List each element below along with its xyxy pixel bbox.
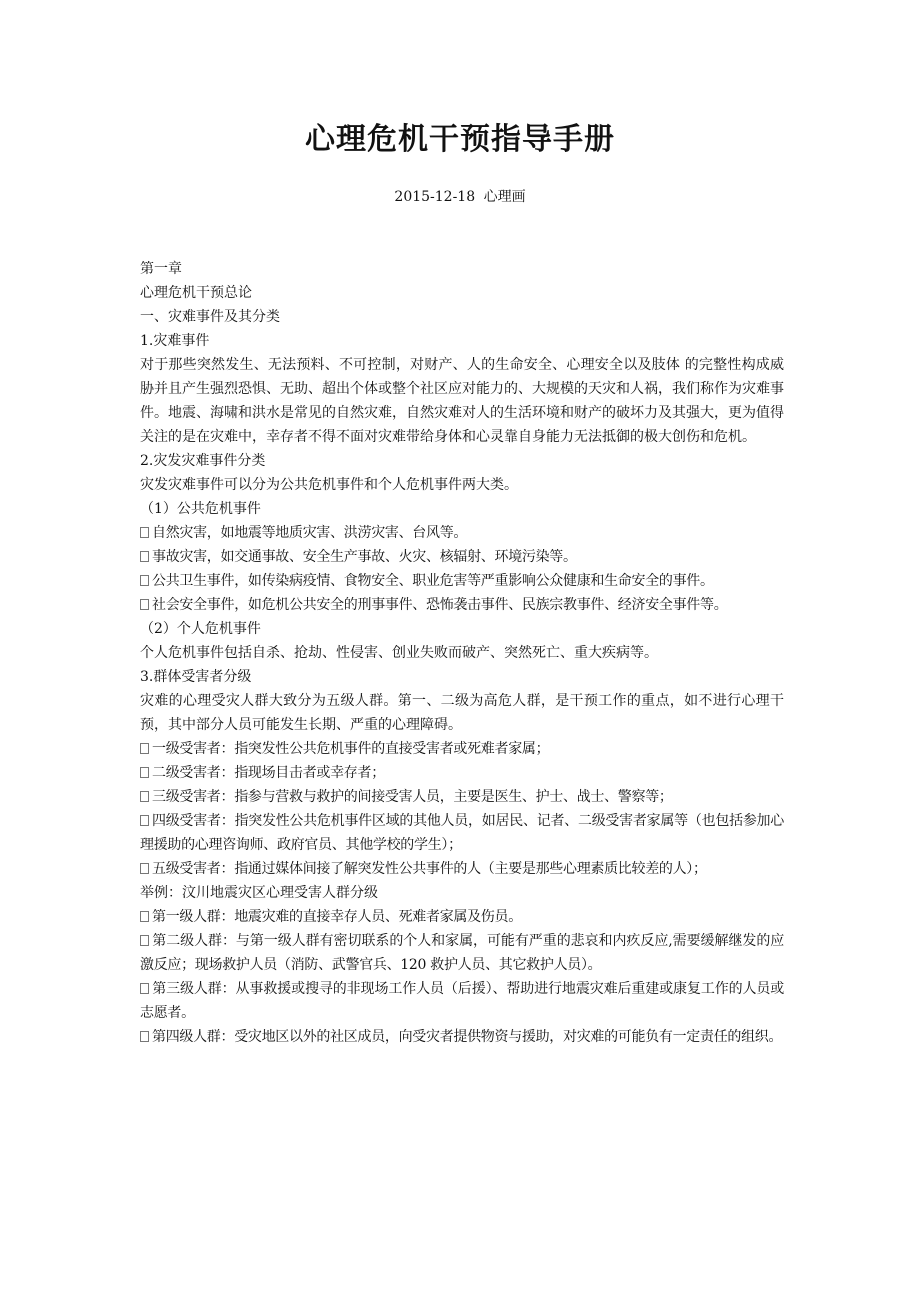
bullet-paragraph	[140, 977, 784, 1025]
bullet-paragraph	[140, 857, 784, 881]
paragraph-text: 举例：汶川地震灾区心理受害人群分级	[140, 885, 378, 901]
paragraph-text: 二级受害者：指现场目击者或幸存者；	[152, 765, 385, 781]
paragraph-text: 第二级人群：与第一级人群有密切联系的个人和家属，可能有严重的悲哀和内疚反应,需要缓解继发的应激反应；现场救护人员（消防、武警官兵、120 救护人员、其它救护人员）。	[140, 933, 784, 973]
square-bullet-icon	[140, 863, 149, 874]
body-paragraph	[140, 257, 784, 281]
bullet-paragraph	[140, 737, 784, 761]
square-bullet-icon	[140, 527, 149, 538]
paragraph-text: 事故灾害，如交通事故、安全生产事故、火灾、核辐射、环境污染等。	[152, 549, 577, 565]
paragraph-text: 社会安全事件，如危机公共安全的刑事事件、恐怖袭击事件、民族宗教事件、经济安全事件等。	[152, 597, 728, 613]
publish-date: 2015-12-18	[394, 189, 476, 205]
paragraph-text: 3.群体受害者分级	[140, 669, 252, 685]
body-paragraph	[140, 473, 784, 497]
body-paragraph	[140, 497, 784, 521]
bullet-paragraph	[140, 785, 784, 809]
document-title: 心理危机干预指导手册	[305, 122, 615, 157]
square-bullet-icon	[140, 911, 149, 922]
body-paragraph	[140, 665, 784, 689]
paragraph-text: 灾难的心理受灾人群大致分为五级人群。第一、二级为高危人群，是干预工作的重点，如不进行心理干预，其中部分人员可能发生长期、严重的心理障碍。	[140, 693, 784, 733]
paragraph-text: 第四级人群：受灾地区以外的社区成员，向受灾者提供物资与援助，对灾难的可能负有一定责任的组织。	[152, 1029, 783, 1045]
body-paragraph	[140, 617, 784, 641]
bullet-paragraph	[140, 569, 784, 593]
square-bullet-icon	[140, 935, 149, 946]
paragraph-text: 第三级人群：从事救援或搜寻的非现场工作人员（后援）、帮助进行地震灾难后重建或康复工作的人员或志愿者。	[140, 981, 784, 1021]
paragraph-text: 三级受害者：指参与营救与救护的间接受害人员，主要是医生、护士、战士、警察等；	[152, 789, 673, 805]
paragraph-text: 对于那些突然发生、无法预料、不可控制，对财产、人的生命安全、心理安全以及肢体 的完整性构成威胁并且产生强烈恐惧、无助、超出个体或整个社区应对能力的、大规模的天灾和人祸，我们称作为灾难事件。地震、海啸和洪水是常见的自然灾难，自然灾难对人的生活环境和财产的破坏力及其强大，更为值得关注的是在灾难中，幸存者不得不面对灾难带给身体和心灵靠自身能力无法抵御的极大创伤和危机。	[140, 357, 784, 445]
square-bullet-icon	[140, 767, 149, 778]
paragraph-text: 第一级人群：地震灾难的直接幸存人员、死难者家属及伤员。	[152, 909, 522, 925]
paragraph-text: 自然灾害，如地震等地质灾害、洪涝灾害、台风等。	[152, 525, 468, 541]
body-paragraph	[140, 449, 784, 473]
paragraph-text: 公共卫生事件，如传染病疫情、食物安全、职业危害等严重影响公众健康和生命安全的事件。	[152, 573, 714, 589]
square-bullet-icon	[140, 791, 149, 802]
paragraph-text: 灾发灾难事件可以分为公共危机事件和个人危机事件两大类。	[140, 477, 518, 493]
square-bullet-icon	[140, 1031, 149, 1042]
paragraph-text: 2.灾发灾难事件分类	[140, 453, 266, 469]
body-paragraph	[140, 329, 784, 353]
body-paragraph	[140, 641, 784, 665]
square-bullet-icon	[140, 815, 149, 826]
body-paragraph	[140, 689, 784, 737]
bullet-paragraph	[140, 905, 784, 929]
bullet-paragraph	[140, 929, 784, 977]
paragraph-text: 1.灾难事件	[140, 333, 210, 349]
paragraph-text: 五级受害者：指通过媒体间接了解突发性公共事件的人（主要是那些心理素质比较差的人）；	[152, 861, 707, 877]
square-bullet-icon	[140, 743, 149, 754]
square-bullet-icon	[140, 983, 149, 994]
square-bullet-icon	[140, 575, 149, 586]
bullet-paragraph	[140, 809, 784, 857]
body-paragraph	[140, 881, 784, 905]
square-bullet-icon	[140, 599, 149, 610]
bullet-paragraph	[140, 761, 784, 785]
paragraph-text: （1）公共危机事件	[140, 501, 261, 517]
paragraph-text: 一、灾难事件及其分类	[140, 309, 280, 325]
paragraph-text: 第一章	[140, 261, 182, 277]
body-paragraph	[140, 281, 784, 305]
paragraph-text: （2）个人危机事件	[140, 621, 261, 637]
document-body	[140, 257, 784, 1049]
paragraph-text: 个人危机事件包括自杀、抢劫、性侵害、创业失败而破产、突然死亡、重大疾病等。	[140, 645, 658, 661]
bullet-paragraph	[140, 521, 784, 545]
document-meta	[0, 186, 920, 206]
paragraph-text: 一级受害者：指突发性公共危机事件的直接受害者或死难者家属；	[152, 741, 550, 757]
paragraph-text: 四级受害者：指突发性公共危机事件区域的其他人员，如居民、记者、二级受害者家属等（也包括参加心理援助的心理咨询师、政府官员、其他学校的学生）；	[140, 813, 784, 853]
bullet-paragraph	[140, 1025, 784, 1049]
body-paragraph	[140, 353, 784, 449]
author-name: 心理画	[483, 189, 526, 205]
paragraph-text: 心理危机干预总论	[140, 285, 252, 301]
square-bullet-icon	[140, 551, 149, 562]
bullet-paragraph	[140, 545, 784, 569]
bullet-paragraph	[140, 593, 784, 617]
body-paragraph	[140, 305, 784, 329]
